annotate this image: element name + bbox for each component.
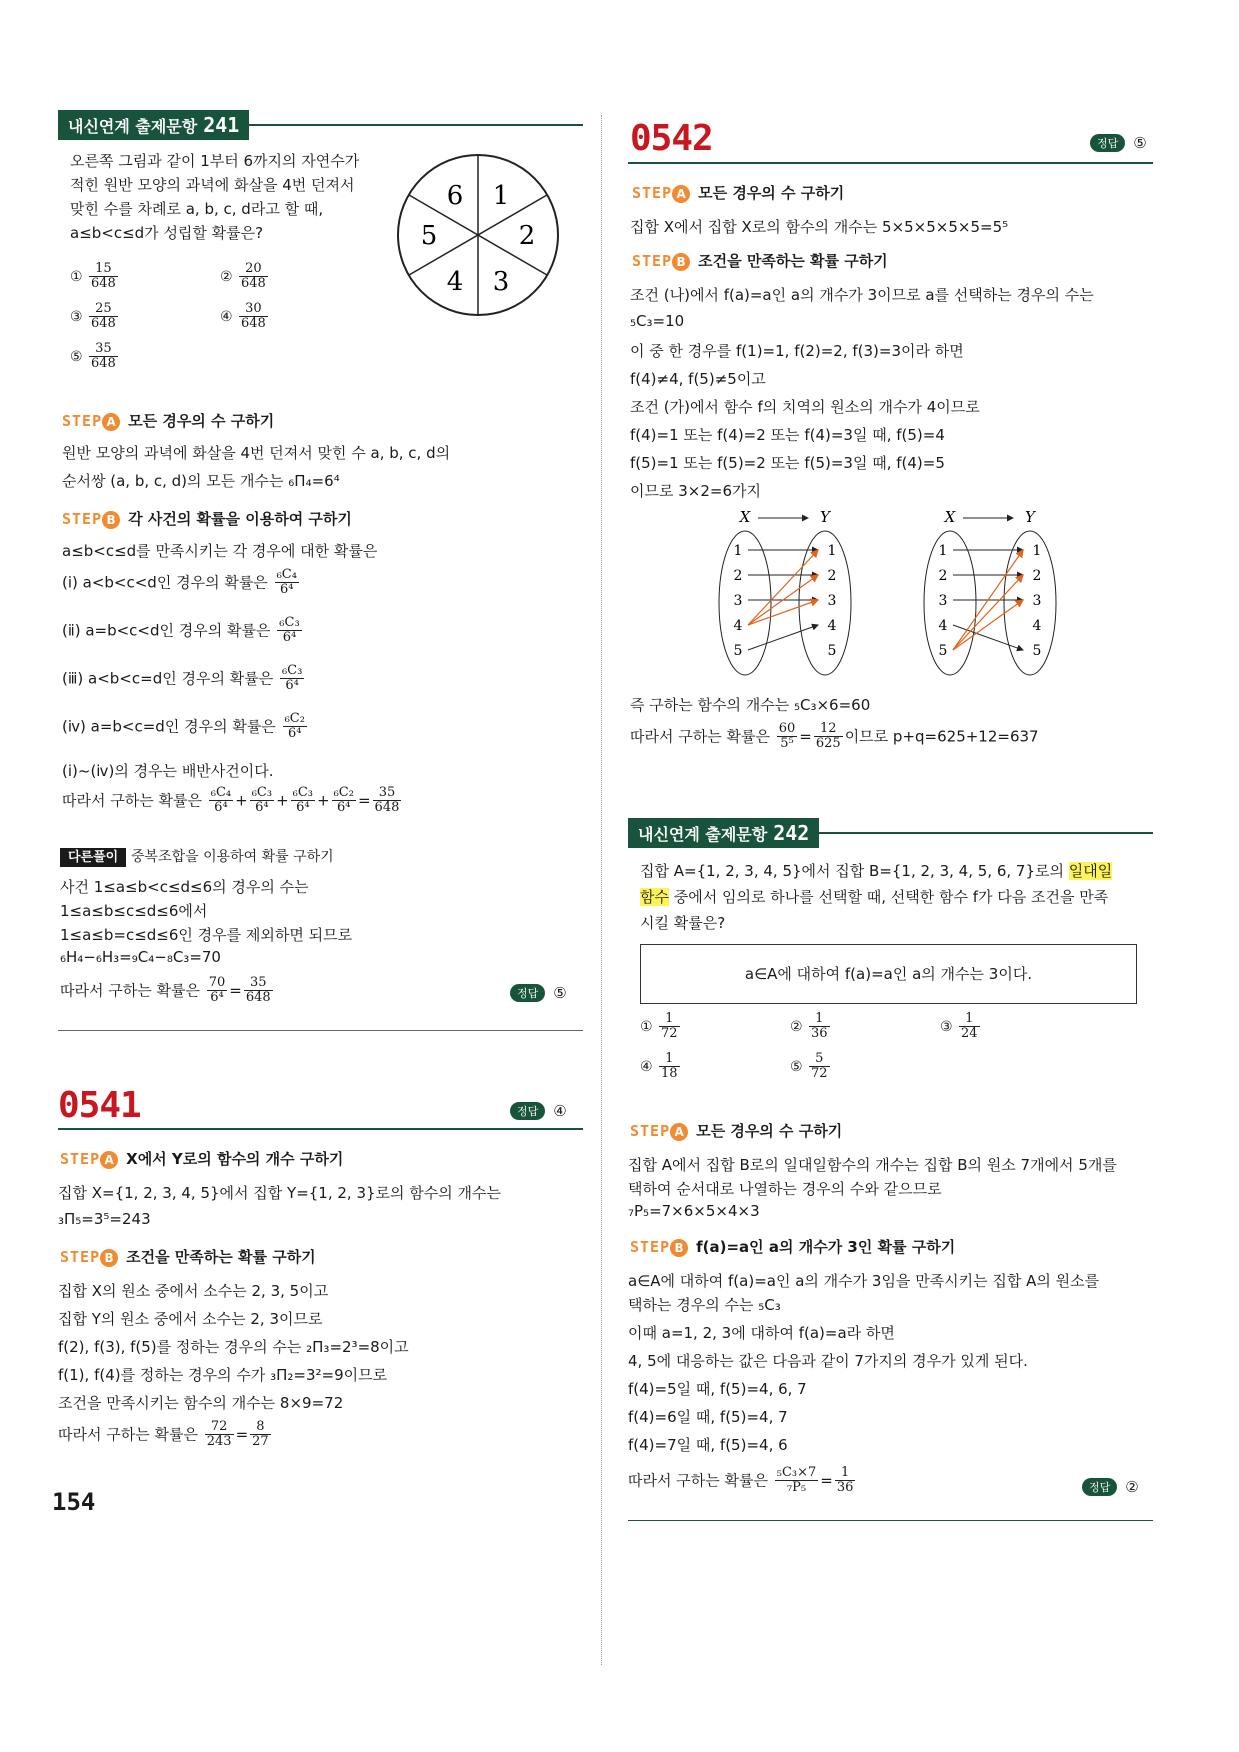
q242-stepB-line-4: 4, 5에 대응하는 값은 다음과 같이 7가지의 경우가 있게 된다. [628, 1352, 1028, 1370]
p0542-stepB-line-2: ₅C₃=10 [630, 312, 685, 330]
svg-text:1: 1 [827, 543, 837, 559]
wheel-num-1: 1 [492, 181, 510, 211]
q241-case-3: (ⅲ) a<b<c=d인 경우의 확률은 $\frac{\text{₆C₃}}{\text{6⁴}}$ [62, 663, 303, 694]
svg-text:4: 4 [733, 618, 743, 634]
q241-alt-final: 따라서 구하는 확률은 $\frac{70}{\text{6⁴}}$ = $\frac{35}{648}$ [60, 975, 271, 1006]
q242-choice-4[interactable]: ④ $\frac{1}{18}$ [640, 1051, 678, 1082]
q241-number: 241 [203, 113, 240, 137]
svg-text:5: 5 [1032, 643, 1042, 659]
p0542-stepA-heading: STEP A 모든 경우의 수 구하기 [632, 184, 845, 202]
q241-choice-3[interactable]: ③ $\frac{25}{648}$ [70, 301, 116, 332]
mapping-diagram-2 [905, 508, 1075, 678]
diagram2-x-label: X [944, 508, 956, 526]
q241-choice-5[interactable]: ⑤ $\frac{35}{648}$ [70, 341, 116, 372]
q241-alt-line-3: 1≤a≤b=c≤d≤6인 경우를 제외하면 되므로 [60, 926, 353, 944]
svg-text:2: 2 [1032, 568, 1042, 584]
q241-case-2: (ⅱ) a=b<c<d인 경우의 확률은 $\frac{\text{₆C₃}}{\text{6⁴}}$ [62, 615, 300, 646]
target-wheel [395, 152, 561, 318]
problem-0541-number: 0541 [58, 1085, 141, 1126]
q242-tag: 내신연계 출제문항 [638, 824, 768, 844]
svg-text:4: 4 [827, 618, 837, 634]
q242-stepA-line-2: 택하여 순서대로 나열하는 경우의 수와 같으므로 [628, 1180, 942, 1198]
p0541-stepB-line-4: f(1), f(4)를 정하는 경우의 수가 ₃Π₂=3²=9이므로 [58, 1366, 388, 1384]
q241-alt-heading: 다른풀이 중복조합을 이용하여 확률 구하기 [60, 846, 334, 866]
problem-0542-number: 0542 [630, 118, 713, 159]
svg-text:2: 2 [938, 568, 948, 584]
q242-answer: 정답 ② [1082, 1478, 1139, 1496]
q241-stepA-line-1: 원반 모양의 과녁에 화살을 4번 던져서 맞힌 수 a, b, c, d의 [62, 444, 451, 462]
p0542-stepB-line-7: f(5)=1 또는 f(5)=2 또는 f(5)=3일 때, f(4)=5 [630, 454, 945, 472]
svg-text:2: 2 [827, 568, 837, 584]
q241-sum-line: 따라서 구하는 확률은 $\frac{\text{₆C₄}}{\text{6⁴}}$ + $\frac{\text{₆C₃}}{\text{6⁴}}$ + $\frac{\text{₆C₃}}{\text{6⁴}}$ + $\frac{\text{₆C₂}}{\text{6⁴}}$ = $\frac{35}{648}$ [62, 785, 400, 816]
p0542-stepB-line-3: 이 중 한 경우를 f(1)=1, f(2)=2, f(3)=3이라 하면 [630, 342, 964, 360]
p0542-stepB-line-5: 조건 (가)에서 함수 f의 치역의 원소의 개수가 4이므로 [630, 398, 980, 416]
q241-exclusive-note: (ⅰ)~(ⅳ)의 경우는 배반사건이다. [62, 762, 274, 780]
q242-stepB-heading: STEP B f(a)=a인 a의 개수가 3인 확률 구하기 [630, 1238, 956, 1256]
q241-title-bar [58, 110, 583, 140]
q241-line-4: a≤b<c≤d가 성립할 확률은? [70, 224, 264, 242]
p0541-stepB-heading: STEP B 조건을 만족하는 확률 구하기 [60, 1248, 316, 1266]
q241-alt-line-4: ₆H₄−₆H₃=₉C₄−₈C₃=70 [60, 948, 221, 966]
q241-stepA-heading: STEP A 모든 경우의 수 구하기 [62, 412, 275, 430]
p0541-stepA-line-2: ₃Π₅=3⁵=243 [58, 1210, 151, 1228]
wheel-num-2: 2 [518, 221, 536, 251]
q242-line-2: 함수 중에서 임의로 하나를 선택할 때, 선택한 함수 f가 다음 조건을 만족 [640, 888, 1109, 906]
q242-choice-3[interactable]: ③ $\frac{1}{24}$ [940, 1011, 978, 1042]
mapping-diagram-1 [700, 508, 870, 678]
p0542-count-line: 즉 구하는 함수의 개수는 ₅C₃×6=60 [630, 696, 871, 714]
p0542-final: 따라서 구하는 확률은 $\frac{60}{\text{5⁵}}$ = $\frac{12}{625}$ 이므로 p+q=625+12=637 [630, 721, 1039, 752]
p0541-stepB-line-5: 조건을 만족시키는 함수의 개수는 8×9=72 [58, 1394, 344, 1412]
svg-text:3: 3 [1032, 593, 1042, 609]
q242-stepA-line-3: ₇P₅=7×6×5×4×3 [628, 1202, 760, 1220]
svg-text:5: 5 [733, 643, 743, 659]
diagram1-x-label: X [739, 508, 751, 526]
svg-text:3: 3 [827, 593, 837, 609]
q241-line-1: 오른쪽 그림과 같이 1부터 6까지의 자연수가 [70, 152, 360, 170]
p0542-stepB-line-4: f(4)≠4, f(5)≠5이고 [630, 370, 766, 388]
q241-choice-1[interactable]: ① $\frac{15}{648}$ [70, 261, 116, 292]
p0542-stepB-heading: STEP B 조건을 만족하는 확률 구하기 [632, 252, 888, 270]
p0542-stepA-line: 집합 X에서 집합 X로의 함수의 개수는 5×5×5×5×5=5⁵ [630, 218, 1009, 236]
p0542-stepB-line-8: 이므로 3×2=6가지 [630, 482, 761, 500]
p0541-stepA-heading: STEP A X에서 Y로의 함수의 개수 구하기 [60, 1150, 344, 1168]
q242-choice-1[interactable]: ① $\frac{1}{72}$ [640, 1011, 678, 1042]
p0542-stepB-line-1: 조건 (나)에서 f(a)=a인 a의 개수가 3이므로 a를 선택하는 경우의 수는 [630, 286, 1094, 304]
q242-line-1: 집합 A={1, 2, 3, 4, 5}에서 집합 B={1, 2, 3, 4, 5, 6, 7}로의 일대일 [640, 862, 1113, 880]
p0541-stepB-line-2: 집합 Y의 원소 중에서 소수는 2, 3이므로 [58, 1310, 323, 1328]
svg-text:2: 2 [733, 568, 743, 584]
q242-stepA-line-1: 집합 A에서 집합 B로의 일대일함수의 개수는 집합 B의 원소 7개에서 5개를 [628, 1156, 1117, 1174]
q241-case-1: (ⅰ) a<b<c<d인 경우의 확률은 $\frac{\text{₆C₄}}{\text{6⁴}}$ [62, 567, 297, 598]
svg-text:1: 1 [733, 543, 743, 559]
q242-choice-2[interactable]: ② $\frac{1}{36}$ [790, 1011, 828, 1042]
wheel-num-3: 3 [492, 267, 510, 297]
p0541-stepB-line-3: f(2), f(3), f(5)를 정하는 경우의 수는 ₂Π₃=2³=8이고 [58, 1338, 409, 1356]
q241-stepB-heading: STEP B 각 사건의 확률을 이용하여 구하기 [62, 510, 352, 528]
q241-stepB-intro: a≤b<c≤d를 만족시키는 각 경우에 대한 확률은 [62, 542, 378, 560]
wheel-num-5: 5 [420, 221, 438, 251]
q241-line-2: 적힌 원반 모양의 과녁에 화살을 4번 던져서 [70, 176, 355, 194]
svg-text:5: 5 [938, 643, 948, 659]
q242-condition-text: a∈A에 대하여 f(a)=a인 a의 개수는 3이다. [744, 965, 1033, 983]
q241-tag: 내신연계 출제문항 [68, 116, 198, 136]
q241-choice-2[interactable]: ② $\frac{20}{648}$ [220, 261, 266, 292]
alt-solution-tag: 다른풀이 [60, 848, 126, 867]
q242-condition-box [640, 944, 1137, 1004]
problem-0542-answer: 정답 ⑤ [1090, 134, 1147, 152]
svg-text:5: 5 [827, 643, 837, 659]
page-number: 154 [52, 1488, 96, 1516]
q242-stepB-line-6: f(4)=6일 때, f(5)=4, 7 [628, 1408, 788, 1426]
p0541-stepB-line-1: 집합 X의 원소 중에서 소수는 2, 3, 5이고 [58, 1282, 329, 1300]
q241-case-4: (ⅳ) a=b<c=d인 경우의 확률은 $\frac{\text{₆C₂}}{\text{6⁴}}$ [62, 711, 305, 742]
column-divider [601, 115, 602, 1665]
svg-text:3: 3 [733, 593, 743, 609]
q242-stepA-heading: STEP A 모든 경우의 수 구하기 [630, 1122, 843, 1140]
q241-alt-line-1: 사건 1≤a≤b<c≤d≤6의 경우의 수는 [60, 878, 309, 896]
q242-line-3: 시킬 확률은? [640, 914, 726, 932]
wheel-num-4: 4 [446, 267, 464, 297]
svg-text:1: 1 [938, 543, 948, 559]
svg-text:4: 4 [938, 618, 948, 634]
wheel-num-6: 6 [446, 181, 464, 211]
q242-stepB-line-1: a∈A에 대하여 f(a)=a인 a의 개수가 3임을 만족시키는 집합 A의 원소를 [628, 1272, 1100, 1290]
q241-answer: 정답 ⑤ [510, 984, 567, 1002]
problem-0541-answer: 정답 ④ [510, 1102, 567, 1120]
q242-stepB-line-7: f(4)=7일 때, f(5)=4, 6 [628, 1436, 788, 1454]
q242-choice-5[interactable]: ⑤ $\frac{5}{72}$ [790, 1051, 828, 1082]
q242-stepB-line-3: 이때 a=1, 2, 3에 대하여 f(a)=a라 하면 [628, 1324, 895, 1342]
p0541-stepA-line-1: 집합 X={1, 2, 3, 4, 5}에서 집합 Y={1, 2, 3}로의 함수의 개수는 [58, 1184, 502, 1202]
q241-line-3: 맞힌 수를 차례로 a, b, c, d라고 할 때, [70, 200, 324, 218]
q241-choice-4[interactable]: ④ $\frac{30}{648}$ [220, 301, 266, 332]
p0542-stepB-line-6: f(4)=1 또는 f(4)=2 또는 f(4)=3일 때, f(5)=4 [630, 426, 945, 444]
svg-text:1: 1 [1032, 543, 1042, 559]
q242-final: 따라서 구하는 확률은 $\frac{\text{₅C₃×7}}{\text{₇P₅}}$ = $\frac{1}{36}$ [628, 1465, 854, 1496]
q242-number: 242 [773, 821, 810, 845]
p0541-final: 따라서 구하는 확률은 $\frac{72}{243}$ = $\frac{8}{27}$ [58, 1419, 269, 1450]
diagram1-y-label: Y [820, 508, 830, 526]
q241-alt-line-2: 1≤a≤b≤c≤d≤6에서 [60, 902, 208, 920]
q242-title-bar [628, 818, 1153, 848]
diagram2-y-label: Y [1025, 508, 1035, 526]
q242-stepB-line-2: 택하는 경우의 수는 ₅C₃ [628, 1296, 781, 1314]
svg-text:3: 3 [938, 593, 948, 609]
q242-stepB-line-5: f(4)=5일 때, f(5)=4, 6, 7 [628, 1380, 807, 1398]
svg-text:4: 4 [1032, 618, 1042, 634]
q241-stepA-line-2: 순서쌍 (a, b, c, d)의 모든 개수는 ₆Π₄=6⁴ [62, 472, 340, 490]
